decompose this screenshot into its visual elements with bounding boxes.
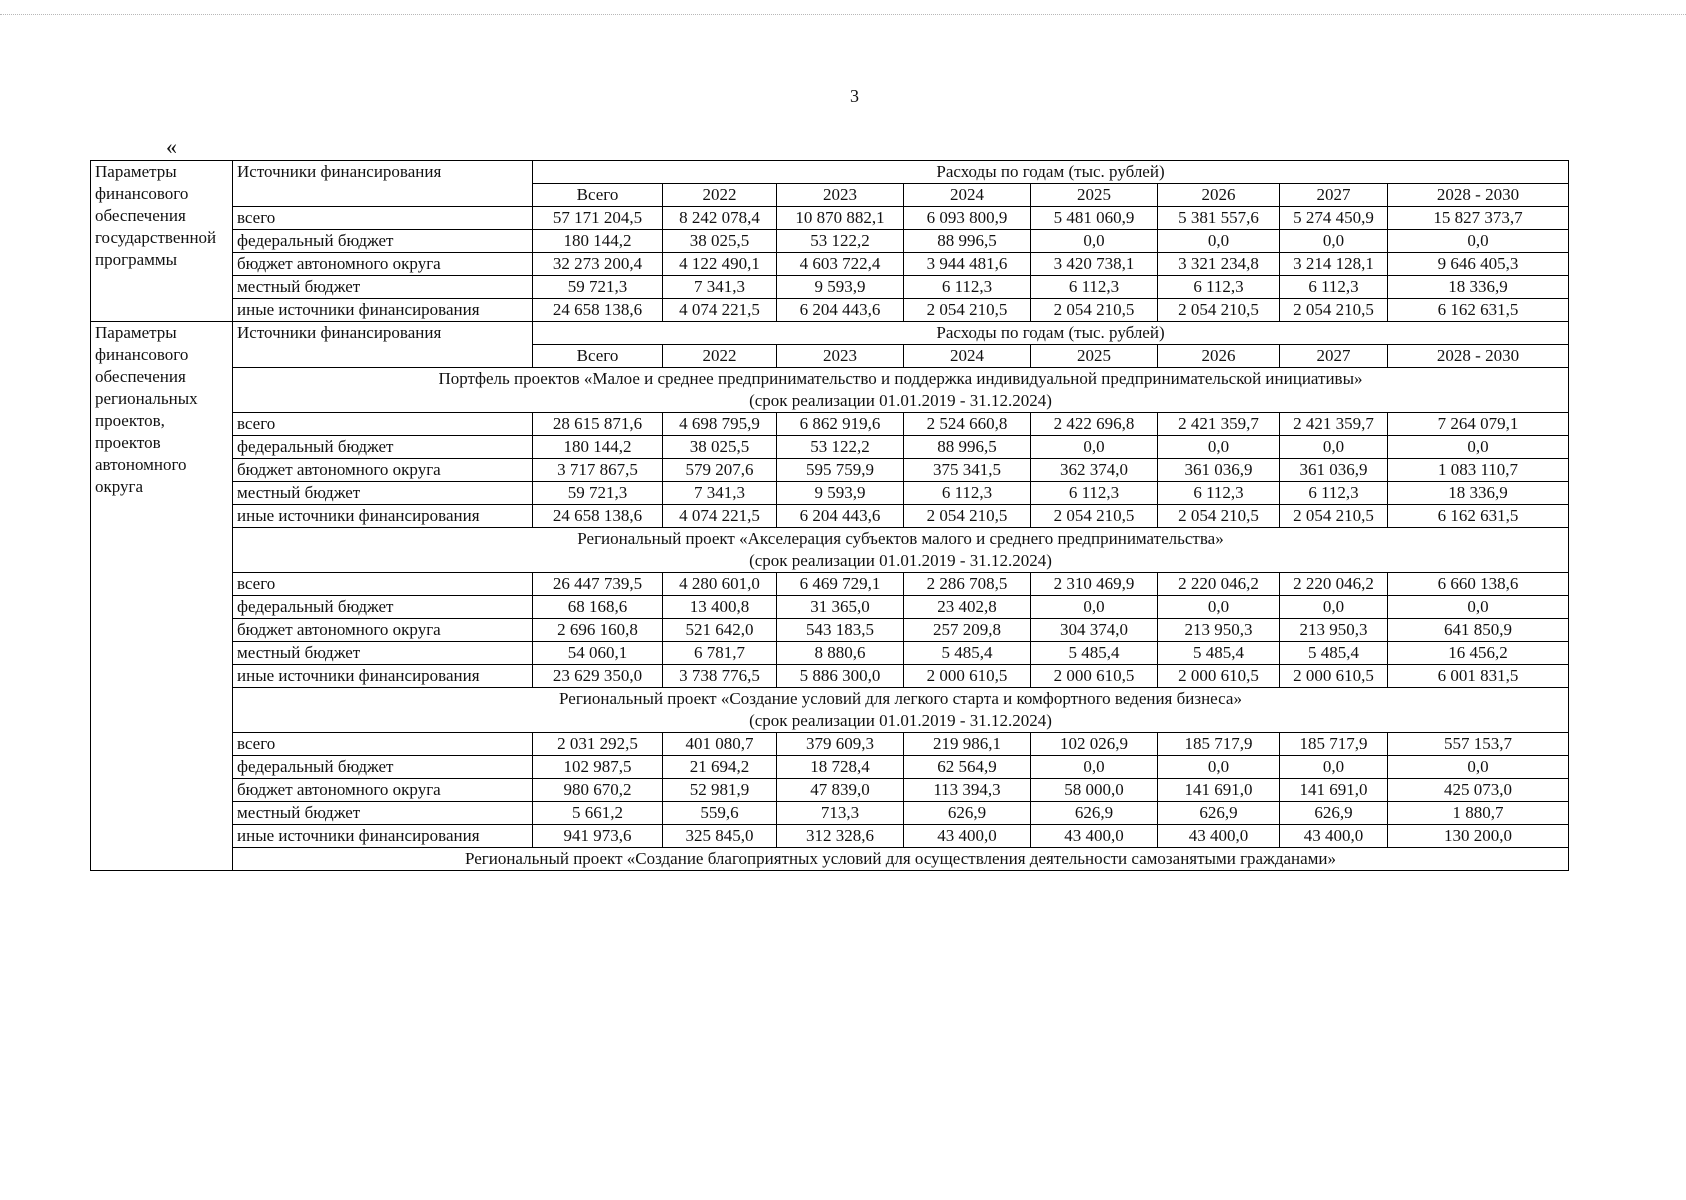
source-label: федеральный бюджет [233, 756, 533, 779]
table-row [91, 756, 1569, 779]
amount-cell: 113 394,3 [904, 779, 1031, 802]
year-header: 2028 - 2030 [1388, 184, 1569, 207]
amount-cell: 1 083 110,7 [1388, 459, 1569, 482]
table-row [91, 207, 1569, 230]
source-label: местный бюджет [233, 642, 533, 665]
amount-cell: 2 054 210,5 [1280, 505, 1388, 528]
amount-cell: 5 661,2 [533, 802, 663, 825]
amount-cell: 6 469 729,1 [777, 573, 904, 596]
amount-cell: 6 112,3 [1280, 482, 1388, 505]
table-row [91, 459, 1569, 482]
amount-cell: 43 400,0 [1031, 825, 1158, 848]
source-label: бюджет автономного округа [233, 253, 533, 276]
source-label: местный бюджет [233, 482, 533, 505]
table-row [91, 825, 1569, 848]
project-title: Региональный проект «Создание условий для легкого старта и комфортного ведения бизнеса» [559, 689, 1242, 708]
amount-cell: 0,0 [1388, 230, 1569, 253]
table-row [91, 779, 1569, 802]
amount-cell: 3 321 234,8 [1158, 253, 1280, 276]
amount-cell: 3 214 128,1 [1280, 253, 1388, 276]
amount-cell: 6 112,3 [1158, 276, 1280, 299]
amount-cell: 2 000 610,5 [1158, 665, 1280, 688]
table-row [91, 482, 1569, 505]
amount-cell: 43 400,0 [1158, 825, 1280, 848]
amount-cell: 15 827 373,7 [1388, 207, 1569, 230]
project-period: (срок реализации 01.01.2019 - 31.12.2024) [749, 391, 1052, 410]
amount-cell: 361 036,9 [1280, 459, 1388, 482]
amount-cell: 980 670,2 [533, 779, 663, 802]
source-label: местный бюджет [233, 802, 533, 825]
amount-cell: 5 481 060,9 [1031, 207, 1158, 230]
amount-cell: 4 074 221,5 [663, 299, 777, 322]
source-label: местный бюджет [233, 276, 533, 299]
amount-cell: 53 122,2 [777, 436, 904, 459]
table-row [91, 413, 1569, 436]
amount-cell: 54 060,1 [533, 642, 663, 665]
year-header: 2024 [904, 345, 1031, 368]
amount-cell: 47 839,0 [777, 779, 904, 802]
amount-cell: 0,0 [1031, 596, 1158, 619]
amount-cell: 59 721,3 [533, 276, 663, 299]
amount-cell: 425 073,0 [1388, 779, 1569, 802]
amount-cell: 4 280 601,0 [663, 573, 777, 596]
source-label: федеральный бюджет [233, 436, 533, 459]
amount-cell: 2 054 210,5 [1280, 299, 1388, 322]
amount-cell: 626,9 [1280, 802, 1388, 825]
amount-cell: 2 524 660,8 [904, 413, 1031, 436]
amount-cell: 88 996,5 [904, 230, 1031, 253]
amount-cell: 559,6 [663, 802, 777, 825]
page-number: 3 [850, 86, 859, 106]
amount-cell: 2 000 610,5 [1031, 665, 1158, 688]
amount-cell: 557 153,7 [1388, 733, 1569, 756]
amount-cell: 21 694,2 [663, 756, 777, 779]
sources-header: Источники финансирования [233, 161, 533, 207]
amount-cell: 6 162 631,5 [1388, 299, 1569, 322]
project-title-cell [233, 688, 1569, 733]
amount-cell: 18 728,4 [777, 756, 904, 779]
section-2-param-label: Параметры финансового обеспечения региональных проектов, проектов автономного округа [91, 322, 233, 871]
project-title-cell [233, 528, 1569, 573]
expenses-header: Расходы по годам (тыс. рублей) [533, 161, 1569, 184]
table-row [91, 276, 1569, 299]
amount-cell: 312 328,6 [777, 825, 904, 848]
amount-cell: 2 286 708,5 [904, 573, 1031, 596]
amount-cell: 6 204 443,6 [777, 505, 904, 528]
amount-cell: 7 341,3 [663, 482, 777, 505]
table-row [91, 642, 1569, 665]
amount-cell: 10 870 882,1 [777, 207, 904, 230]
project-title: Региональный проект «Акселерация субъектов малого и среднего предпринимательства» [577, 529, 1224, 548]
amount-cell: 38 025,5 [663, 230, 777, 253]
section-1-param-label: Параметры финансового обеспечения государственной программы [91, 161, 233, 322]
source-label: бюджет автономного округа [233, 459, 533, 482]
year-header: 2026 [1158, 184, 1280, 207]
year-header: 2027 [1280, 184, 1388, 207]
amount-cell: 13 400,8 [663, 596, 777, 619]
financing-table [90, 160, 1569, 871]
amount-cell: 4 698 795,9 [663, 413, 777, 436]
amount-cell: 43 400,0 [1280, 825, 1388, 848]
table-row [91, 619, 1569, 642]
amount-cell: 6 162 631,5 [1388, 505, 1569, 528]
project-title-row [91, 848, 1569, 871]
amount-cell: 213 950,3 [1280, 619, 1388, 642]
amount-cell: 579 207,6 [663, 459, 777, 482]
amount-cell: 5 485,4 [1158, 642, 1280, 665]
amount-cell: 88 996,5 [904, 436, 1031, 459]
year-header: 2026 [1158, 345, 1280, 368]
amount-cell: 4 122 490,1 [663, 253, 777, 276]
sources-header: Источники финансирования [233, 322, 533, 368]
project-title: Региональный проект «Создание благоприятных условий для осуществления деятельности самозанятыми гражданами» [464, 849, 1337, 868]
amount-cell: 626,9 [1031, 802, 1158, 825]
source-label: иные источники финансирования [233, 825, 533, 848]
amount-cell: 5 485,4 [1280, 642, 1388, 665]
amount-cell: 6 112,3 [904, 482, 1031, 505]
amount-cell: 2 054 210,5 [1031, 505, 1158, 528]
year-header: 2025 [1031, 184, 1158, 207]
amount-cell: 43 400,0 [904, 825, 1031, 848]
amount-cell: 713,3 [777, 802, 904, 825]
amount-cell: 0,0 [1031, 756, 1158, 779]
amount-cell: 2 054 210,5 [1158, 299, 1280, 322]
amount-cell: 2 054 210,5 [1158, 505, 1280, 528]
amount-cell: 0,0 [1388, 596, 1569, 619]
amount-cell: 325 845,0 [663, 825, 777, 848]
amount-cell: 6 204 443,6 [777, 299, 904, 322]
amount-cell: 2 000 610,5 [904, 665, 1031, 688]
amount-cell: 9 593,9 [777, 276, 904, 299]
amount-cell: 8 880,6 [777, 642, 904, 665]
year-header: 2024 [904, 184, 1031, 207]
project-title-row [91, 688, 1569, 733]
amount-cell: 2 031 292,5 [533, 733, 663, 756]
amount-cell: 185 717,9 [1158, 733, 1280, 756]
amount-cell: 3 717 867,5 [533, 459, 663, 482]
source-label: всего [233, 573, 533, 596]
amount-cell: 375 341,5 [904, 459, 1031, 482]
amount-cell: 5 274 450,9 [1280, 207, 1388, 230]
year-header: 2022 [663, 345, 777, 368]
amount-cell: 62 564,9 [904, 756, 1031, 779]
scan-artifact-line [0, 14, 1686, 15]
amount-cell: 31 365,0 [777, 596, 904, 619]
amount-cell: 59 721,3 [533, 482, 663, 505]
header-row [91, 161, 1569, 184]
year-header: 2023 [777, 345, 904, 368]
source-label: иные источники финансирования [233, 505, 533, 528]
project-period: (срок реализации 01.01.2019 - 31.12.2024) [749, 711, 1052, 730]
table-row [91, 596, 1569, 619]
expenses-header: Расходы по годам (тыс. рублей) [533, 322, 1569, 345]
amount-cell: 5 485,4 [904, 642, 1031, 665]
amount-cell: 6 001 831,5 [1388, 665, 1569, 688]
amount-cell: 2 310 469,9 [1031, 573, 1158, 596]
amount-cell: 362 374,0 [1031, 459, 1158, 482]
amount-cell: 6 112,3 [1158, 482, 1280, 505]
source-label: бюджет автономного округа [233, 619, 533, 642]
amount-cell: 0,0 [1280, 596, 1388, 619]
amount-cell: 941 973,6 [533, 825, 663, 848]
amount-cell: 2 054 210,5 [904, 505, 1031, 528]
amount-cell: 6 862 919,6 [777, 413, 904, 436]
amount-cell: 6 781,7 [663, 642, 777, 665]
table-row [91, 230, 1569, 253]
opening-quote-mark: « [166, 134, 177, 159]
amount-cell: 2 220 046,2 [1158, 573, 1280, 596]
amount-cell: 2 220 046,2 [1280, 573, 1388, 596]
source-label: иные источники финансирования [233, 665, 533, 688]
amount-cell: 18 336,9 [1388, 482, 1569, 505]
table-row [91, 665, 1569, 688]
amount-cell: 0,0 [1280, 756, 1388, 779]
amount-cell: 626,9 [904, 802, 1031, 825]
amount-cell: 52 981,9 [663, 779, 777, 802]
amount-cell: 53 122,2 [777, 230, 904, 253]
amount-cell: 401 080,7 [663, 733, 777, 756]
project-title-cell [233, 848, 1569, 871]
amount-cell: 0,0 [1158, 436, 1280, 459]
amount-cell: 38 025,5 [663, 436, 777, 459]
amount-cell: 0,0 [1031, 436, 1158, 459]
amount-cell: 5 381 557,6 [1158, 207, 1280, 230]
amount-cell: 0,0 [1158, 596, 1280, 619]
year-header: 2022 [663, 184, 777, 207]
amount-cell: 6 112,3 [1031, 482, 1158, 505]
project-title-row [91, 368, 1569, 413]
amount-cell: 641 850,9 [1388, 619, 1569, 642]
amount-cell: 595 759,9 [777, 459, 904, 482]
table-row [91, 505, 1569, 528]
amount-cell: 7 341,3 [663, 276, 777, 299]
amount-cell: 2 421 359,7 [1158, 413, 1280, 436]
amount-cell: 2 422 696,8 [1031, 413, 1158, 436]
table-row [91, 802, 1569, 825]
amount-cell: 543 183,5 [777, 619, 904, 642]
project-title-row [91, 528, 1569, 573]
amount-cell: 1 880,7 [1388, 802, 1569, 825]
amount-cell: 9 593,9 [777, 482, 904, 505]
year-header: 2023 [777, 184, 904, 207]
amount-cell: 6 112,3 [1280, 276, 1388, 299]
amount-cell: 626,9 [1158, 802, 1280, 825]
amount-cell: 4 603 722,4 [777, 253, 904, 276]
table-row [91, 253, 1569, 276]
amount-cell: 3 420 738,1 [1031, 253, 1158, 276]
amount-cell: 26 447 739,5 [533, 573, 663, 596]
amount-cell: 58 000,0 [1031, 779, 1158, 802]
amount-cell: 257 209,8 [904, 619, 1031, 642]
table-row [91, 436, 1569, 459]
amount-cell: 0,0 [1388, 436, 1569, 459]
year-header: 2028 - 2030 [1388, 345, 1569, 368]
amount-cell: 141 691,0 [1280, 779, 1388, 802]
table-row [91, 299, 1569, 322]
amount-cell: 0,0 [1158, 756, 1280, 779]
amount-cell: 3 738 776,5 [663, 665, 777, 688]
amount-cell: 18 336,9 [1388, 276, 1569, 299]
source-label: федеральный бюджет [233, 596, 533, 619]
amount-cell: 6 112,3 [904, 276, 1031, 299]
table-row [91, 733, 1569, 756]
amount-cell: 6 660 138,6 [1388, 573, 1569, 596]
source-label: всего [233, 733, 533, 756]
amount-cell: 24 658 138,6 [533, 505, 663, 528]
amount-cell: 7 264 079,1 [1388, 413, 1569, 436]
project-title: Портфель проектов «Малое и среднее предпринимательство и поддержка индивидуальной предпринимательской инициативы» [438, 369, 1363, 388]
amount-cell: 180 144,2 [533, 230, 663, 253]
amount-cell: 5 886 300,0 [777, 665, 904, 688]
year-header: 2027 [1280, 345, 1388, 368]
amount-cell: 2 696 160,8 [533, 619, 663, 642]
amount-cell: 68 168,6 [533, 596, 663, 619]
amount-cell: 0,0 [1280, 230, 1388, 253]
amount-cell: 521 642,0 [663, 619, 777, 642]
amount-cell: 16 456,2 [1388, 642, 1569, 665]
amount-cell: 6 093 800,9 [904, 207, 1031, 230]
amount-cell: 3 944 481,6 [904, 253, 1031, 276]
project-period: (срок реализации 01.01.2019 - 31.12.2024) [749, 551, 1052, 570]
source-label: иные источники финансирования [233, 299, 533, 322]
amount-cell: 180 144,2 [533, 436, 663, 459]
source-label: всего [233, 413, 533, 436]
amount-cell: 361 036,9 [1158, 459, 1280, 482]
amount-cell: 23 629 350,0 [533, 665, 663, 688]
amount-cell: 8 242 078,4 [663, 207, 777, 230]
amount-cell: 0,0 [1158, 230, 1280, 253]
amount-cell: 141 691,0 [1158, 779, 1280, 802]
amount-cell: 2 000 610,5 [1280, 665, 1388, 688]
amount-cell: 57 171 204,5 [533, 207, 663, 230]
header-row [91, 322, 1569, 345]
amount-cell: 32 273 200,4 [533, 253, 663, 276]
source-label: федеральный бюджет [233, 230, 533, 253]
year-header: 2025 [1031, 345, 1158, 368]
amount-cell: 379 609,3 [777, 733, 904, 756]
amount-cell: 130 200,0 [1388, 825, 1569, 848]
amount-cell: 9 646 405,3 [1388, 253, 1569, 276]
amount-cell: 24 658 138,6 [533, 299, 663, 322]
amount-cell: 102 026,9 [1031, 733, 1158, 756]
amount-cell: 0,0 [1388, 756, 1569, 779]
amount-cell: 0,0 [1031, 230, 1158, 253]
source-label: всего [233, 207, 533, 230]
amount-cell: 23 402,8 [904, 596, 1031, 619]
year-header: Всего [533, 345, 663, 368]
amount-cell: 4 074 221,5 [663, 505, 777, 528]
amount-cell: 28 615 871,6 [533, 413, 663, 436]
amount-cell: 219 986,1 [904, 733, 1031, 756]
amount-cell: 2 054 210,5 [1031, 299, 1158, 322]
source-label: бюджет автономного округа [233, 779, 533, 802]
amount-cell: 304 374,0 [1031, 619, 1158, 642]
year-header: Всего [533, 184, 663, 207]
amount-cell: 102 987,5 [533, 756, 663, 779]
amount-cell: 6 112,3 [1031, 276, 1158, 299]
amount-cell: 2 421 359,7 [1280, 413, 1388, 436]
table-row [91, 573, 1569, 596]
amount-cell: 185 717,9 [1280, 733, 1388, 756]
amount-cell: 0,0 [1280, 436, 1388, 459]
amount-cell: 2 054 210,5 [904, 299, 1031, 322]
amount-cell: 5 485,4 [1031, 642, 1158, 665]
project-title-cell [233, 368, 1569, 413]
amount-cell: 213 950,3 [1158, 619, 1280, 642]
